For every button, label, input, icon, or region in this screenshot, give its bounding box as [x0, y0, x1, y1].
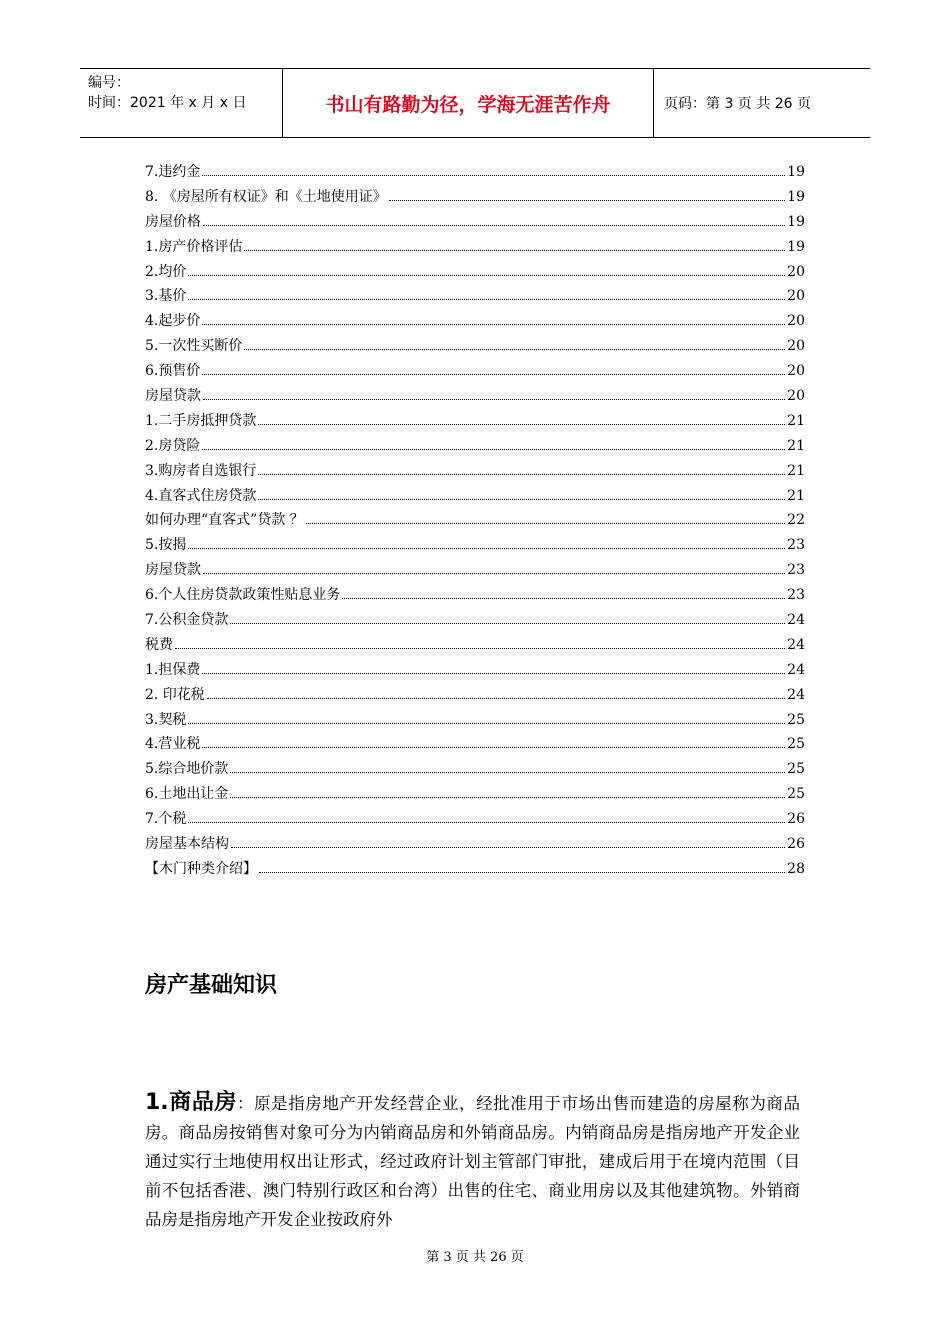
toc-entry-page: 24 [787, 686, 805, 703]
header-time-label: 时间：2021 年 x 月 x 日 [88, 95, 247, 111]
toc-entry-page: 25 [787, 736, 805, 753]
toc-entry[interactable] [145, 807, 805, 832]
toc-entry-label: 2.房贷险 [145, 437, 201, 454]
toc-entry[interactable] [145, 857, 805, 882]
toc-dot-leader [203, 399, 785, 400]
toc-dot-leader [258, 474, 785, 475]
toc-entry[interactable] [145, 459, 805, 484]
toc-entry-page: 22 [787, 512, 805, 529]
toc-entry[interactable] [145, 757, 805, 782]
toc-entry-page: 20 [787, 263, 805, 280]
toc-entry[interactable] [145, 508, 805, 533]
toc-entry-page: 19 [787, 238, 805, 255]
header-meta [80, 69, 282, 137]
header-page-info: 页码：第 3 页 共 26 页 [664, 96, 811, 112]
toc-entry-label: 1.二手房抵押贷款 [145, 412, 257, 429]
toc-dot-leader [207, 698, 785, 699]
toc-entry[interactable] [145, 558, 805, 583]
toc-entry-page: 20 [787, 288, 805, 305]
toc-entry-page: 25 [787, 786, 805, 803]
toc-entry-label: 6.个人住房贷款政策性贴息业务 [145, 587, 341, 604]
toc-entry[interactable] [145, 533, 805, 558]
toc-entry-page: 23 [787, 537, 805, 554]
toc-entry[interactable] [145, 359, 805, 384]
toc-entry[interactable] [145, 160, 805, 185]
toc-entry-page: 19 [787, 164, 805, 180]
toc-dot-leader [259, 872, 785, 873]
paragraph-text: ：原是指房地产开发经营企业，经批准用于市场出售而建造的房屋称为商品房。商品房按销售对象可分为内销商品房和外销商品房。内销商品房是指房地产开发企业通过实行土地使用权出让形式，经过政府计划主管部门审批，建成后用于在境内范围（目前不包括香港、澳门特别行政区和台湾）出售的住宅、商业用房以及其他建筑物。外销商品房是指房地产开发企业按政府外 [145, 1094, 800, 1229]
toc-entry[interactable] [145, 658, 805, 683]
toc-entry-page: 20 [787, 338, 805, 355]
toc-entry-page: 28 [787, 860, 805, 877]
toc-entry-label: 8. 《房屋所有权证》和《土地使用证》 [145, 188, 387, 205]
toc-entry-page: 21 [787, 412, 805, 429]
toc-dot-leader [202, 449, 785, 450]
toc-entry-label: 2.均价 [145, 263, 187, 280]
toc-entry-page: 20 [787, 363, 805, 380]
toc-entry-page: 24 [787, 612, 805, 629]
toc-entry-label: 5.综合地价款 [145, 761, 229, 778]
toc-entry[interactable] [145, 434, 805, 459]
toc-entry-page: 25 [787, 711, 805, 728]
toc-entry[interactable] [145, 633, 805, 658]
toc-entry-label: 2. 印花税 [145, 686, 205, 703]
toc-dot-leader [258, 499, 785, 500]
page-header [80, 68, 870, 138]
toc-entry[interactable] [145, 185, 805, 210]
toc-entry-label: 税费 [145, 636, 173, 653]
toc-entry-page: 21 [787, 462, 805, 479]
toc-entry[interactable] [145, 260, 805, 285]
toc-entry[interactable] [145, 608, 805, 633]
toc-entry-label: 如何办理“直客式”贷款 ？ [145, 512, 304, 529]
toc-entry-label: 房屋基本结构 [145, 836, 229, 853]
toc-dot-leader [230, 797, 785, 798]
toc-entry-page: 19 [787, 188, 805, 205]
toc-entry-page: 26 [787, 811, 805, 828]
toc-entry-page: 24 [787, 636, 805, 653]
toc-entry[interactable] [145, 235, 805, 260]
toc-entry[interactable] [145, 484, 805, 509]
toc-entry-page: 23 [787, 587, 805, 604]
toc-entry[interactable] [145, 334, 805, 359]
toc-entry[interactable] [145, 782, 805, 807]
toc-dot-leader [389, 200, 785, 201]
toc-entry-label: 3.契税 [145, 711, 187, 728]
toc-dot-leader [202, 324, 785, 325]
toc-entry[interactable] [145, 832, 805, 857]
toc-dot-leader [203, 225, 785, 226]
header-number-label: 编号： [88, 75, 130, 91]
toc-entry-label: 房屋贷款 [145, 388, 201, 405]
toc-dot-leader [202, 673, 785, 674]
header-motto: 书山有路勤为径，学海无涯苦作舟 [282, 69, 654, 137]
toc-entry-label: 1.担保费 [145, 661, 201, 678]
toc-entry[interactable] [145, 683, 805, 708]
toc-entry-label: 6.预售价 [145, 363, 201, 380]
toc-entry-label: 4.起步价 [145, 313, 201, 330]
toc-entry-page: 19 [787, 213, 805, 230]
toc-dot-leader [188, 275, 785, 276]
toc-entry-page: 24 [787, 661, 805, 678]
toc-entry-label: 5.一次性买断价 [145, 338, 243, 355]
toc-entry[interactable] [145, 583, 805, 608]
toc-entry-page: 23 [787, 562, 805, 579]
toc-entry-label: 3.基价 [145, 288, 187, 305]
toc-entry[interactable] [145, 309, 805, 334]
toc-entry[interactable] [145, 409, 805, 434]
toc-dot-leader [202, 175, 785, 176]
section-title: 房产基础知识 [145, 973, 278, 998]
toc-entry-page: 20 [787, 313, 805, 330]
page-footer: 第 3 页 共 26 页 [426, 1250, 524, 1265]
toc-dot-leader [188, 299, 785, 300]
toc-entry-page: 21 [787, 487, 805, 504]
toc-dot-leader [230, 623, 785, 624]
toc-entry-label: 【木门种类介绍】 [145, 860, 257, 877]
toc-entry-label: 房屋贷款 [145, 562, 201, 579]
toc-dot-leader [231, 847, 785, 848]
table-of-contents [145, 160, 805, 882]
toc-entry-label: 6.土地出让金 [145, 786, 229, 803]
toc-entry[interactable] [145, 384, 805, 409]
toc-dot-leader [306, 523, 785, 524]
toc-entry-label: 1.房产价格评估 [145, 238, 243, 255]
toc-entry[interactable] [145, 284, 805, 309]
toc-dot-leader [203, 573, 785, 574]
toc-entry-page: 26 [787, 836, 805, 853]
toc-dot-leader [258, 424, 785, 425]
toc-dot-leader [188, 822, 785, 823]
toc-entry-label: 4.营业税 [145, 736, 201, 753]
toc-dot-leader [202, 374, 785, 375]
toc-entry-page: 21 [787, 437, 805, 454]
toc-entry[interactable] [145, 708, 805, 733]
toc-entry[interactable] [145, 732, 805, 757]
toc-entry-label: 7.个税 [145, 811, 187, 828]
toc-dot-leader [244, 250, 785, 251]
toc-entry-label: 4.直客式住房贷款 [145, 487, 257, 504]
toc-dot-leader [230, 772, 785, 773]
toc-dot-leader [175, 648, 785, 649]
toc-entry-page: 20 [787, 388, 805, 405]
toc-dot-leader [342, 598, 785, 599]
paragraph-term: 1.商品房 [145, 1090, 237, 1115]
toc-dot-leader [188, 548, 785, 549]
toc-dot-leader [188, 723, 785, 724]
toc-dot-leader [202, 747, 785, 748]
toc-entry[interactable] [145, 210, 805, 235]
toc-entry-label: 房屋价格 [145, 213, 201, 230]
toc-entry-label: 7.违约金 [145, 164, 201, 180]
toc-entry-label: 3.购房者自选银行 [145, 462, 257, 479]
toc-entry-page: 25 [787, 761, 805, 778]
toc-dot-leader [244, 349, 785, 350]
toc-entry-label: 5.按揭 [145, 537, 187, 554]
toc-entry-label: 7.公积金贷款 [145, 612, 229, 629]
body-paragraph [145, 1088, 800, 1234]
